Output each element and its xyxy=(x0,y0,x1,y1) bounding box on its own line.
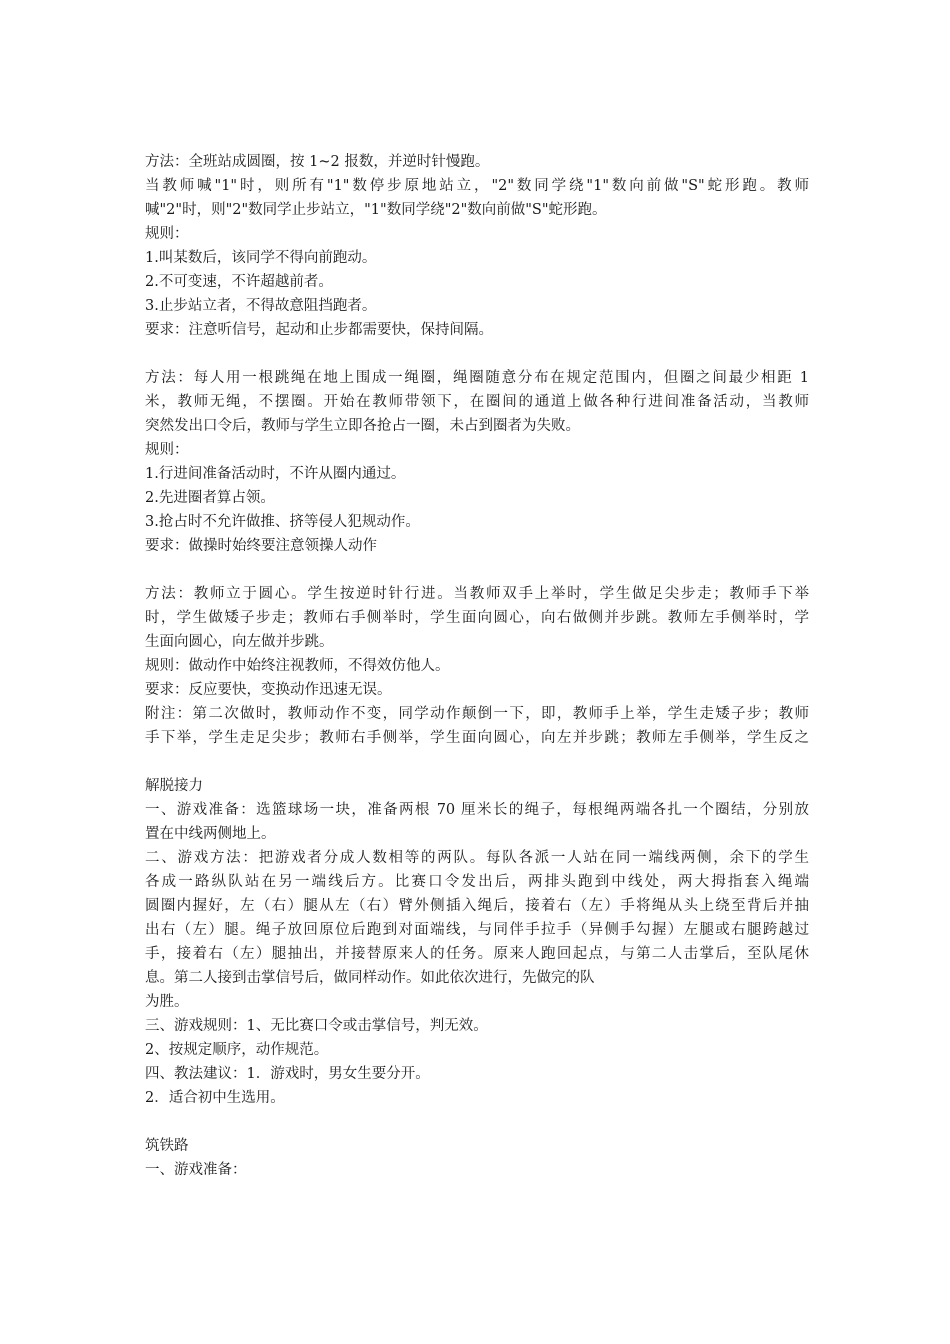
text-line: 生面向圆心，向左做并步跳。 xyxy=(145,634,334,650)
text-line: 息。第二人接到击掌信号后，做同样动作。如此依次进行，先做完的队 xyxy=(145,970,595,986)
text-line: 1.叫某数后，该同学不得向前跑动。 xyxy=(145,250,377,266)
text-line: 二、游戏方法：把游戏者分成人数相等的两队。每队各派一人站在同一端线两侧，余下的学生 xyxy=(145,850,809,866)
section-3 xyxy=(145,582,809,750)
text-line: 规则： xyxy=(145,226,189,242)
text-line: 3.止步站立者，不得故意阻挡跑者。 xyxy=(145,298,377,314)
text-line: 2.不可变速，不许超越前者。 xyxy=(145,274,333,290)
text-line: 方法：每人用一根跳绳在地上围成一绳圈，绳圈随意分布在规定范围内，但圈之间最少相距 1 xyxy=(145,370,809,386)
text-line: 方法：教师立于圆心。学生按逆时针行进。当教师双手上举时，学生做足尖步走；教师手下举 xyxy=(145,586,809,602)
text-line: 要求：反应要快，变换动作迅速无误。 xyxy=(145,682,392,698)
section-4 xyxy=(145,774,809,1110)
text-line: 喊"2"时，则"2"数同学止步站立，"1"数同学绕"2"数向前做"S"蛇形跑。 xyxy=(145,202,607,218)
text-line: 筑铁路 xyxy=(145,1138,189,1154)
text-line: 一、游戏准备：选篮球场一块，准备两根 70 厘米长的绳子，每根绳两端各扎一个圈结，分别放 xyxy=(145,802,809,818)
text-line: 手下举，学生走足尖步；教师右手侧举，学生面向圆心，向左并步跳；教师左手侧举，学生反之 xyxy=(145,730,809,746)
text-line: 要求：注意听信号，起动和止步都需要快，保持间隔。 xyxy=(145,322,493,338)
text-line: 圆圈内握好，左（右）腿从左（右）臂外侧插入绳后，接着右（左）手将绳从头上绕至背后并抽 xyxy=(145,898,809,914)
text-line: 为胜。 xyxy=(145,994,189,1010)
section-gap xyxy=(145,342,809,366)
text-line: 当教师喊"1"时，则所有"1"数停步原地站立，"2"数同学绕"1"数向前做"S"蛇形跑。教师 xyxy=(145,178,809,194)
text-line: 一、游戏准备： xyxy=(145,1162,247,1178)
text-line: 时，学生做矮子步走；教师右手侧举时，学生面向圆心，向右做侧并步跳。教师左手侧举时，学 xyxy=(145,610,809,626)
text-line: 手，接着右（左）腿抽出，并接替原来人的任务。原来人跑回起点，与第二人击掌后，至队尾休 xyxy=(145,946,809,962)
text-line: 2．适合初中生选用。 xyxy=(145,1090,285,1106)
text-line: 解脱接力 xyxy=(145,778,203,794)
text-line: 各成一路纵队站在另一端线后方。比赛口令发出后，两排头跑到中线处，两大拇指套入绳端 xyxy=(145,874,809,890)
text-line: 四、教法建议：1．游戏时，男女生要分开。 xyxy=(145,1066,430,1082)
text-line: 突然发出口令后，教师与学生立即各抢占一圈，未占到圈者为失败。 xyxy=(145,418,580,434)
section-1 xyxy=(145,150,809,342)
text-line: 3.抢占时不允许做推、挤等侵人犯规动作。 xyxy=(145,514,420,530)
text-line: 置在中线两侧地上。 xyxy=(145,826,276,842)
section-5 xyxy=(145,1134,809,1182)
text-line: 1.行进间准备活动时，不许从圈内通过。 xyxy=(145,466,406,482)
text-line: 2、按规定顺序，动作规范。 xyxy=(145,1042,329,1058)
section-gap xyxy=(145,558,809,582)
text-line: 规则： xyxy=(145,442,189,458)
document-body xyxy=(145,150,809,1182)
text-line: 要求：做操时始终要注意领操人动作 xyxy=(145,538,377,554)
section-gap xyxy=(145,750,809,774)
text-line: 方法：全班站成圆圈，按 1~2 报数，并逆时针慢跑。 xyxy=(145,154,490,170)
section-2 xyxy=(145,366,809,558)
section-gap xyxy=(145,1110,809,1134)
text-line: 2.先进圈者算占领。 xyxy=(145,490,275,506)
text-line: 米，教师无绳，不摆圈。开始在教师带领下，在圈间的通道上做各种行进间准备活动，当教师 xyxy=(145,394,809,410)
text-line: 出右（左）腿。绳子放回原位后跑到对面端线，与同伴手拉手（异侧手勾握）左腿或右腿跨越过 xyxy=(145,922,809,938)
text-line: 三、游戏规则：1、无比赛口令或击掌信号，判无效。 xyxy=(145,1018,488,1034)
text-line: 附注：第二次做时，教师动作不变，同学动作颠倒一下，即，教师手上举，学生走矮子步；教师 xyxy=(145,706,809,722)
text-line: 规则：做动作中始终注视教师，不得效仿他人。 xyxy=(145,658,450,674)
